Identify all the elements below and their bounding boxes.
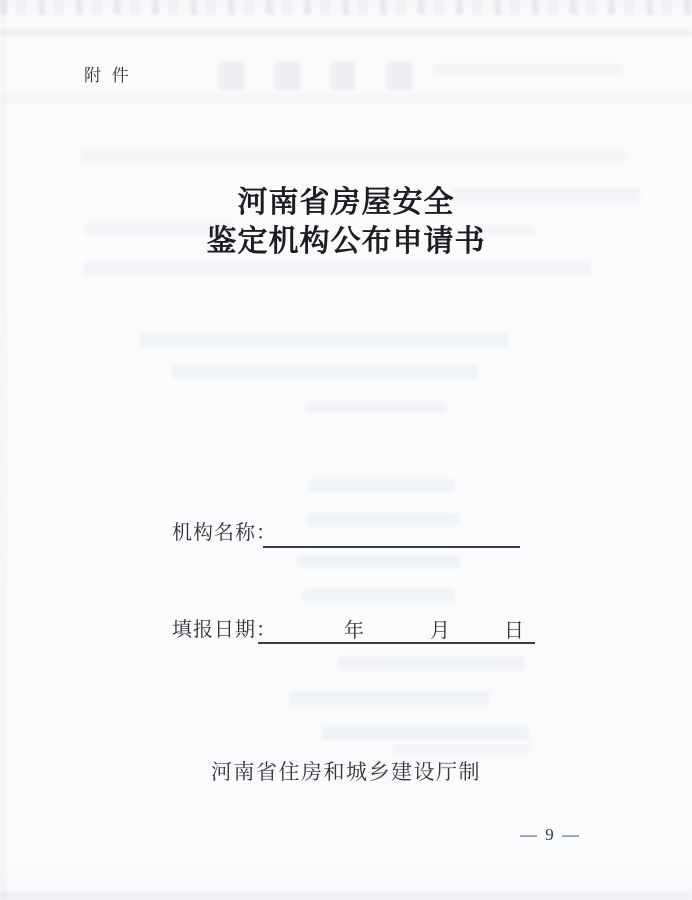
bleed-through-artifact [305, 401, 447, 413]
bleed-through-artifact [322, 726, 530, 740]
attachment-label: 附 件 [84, 66, 132, 85]
scan-noise-top-edge [0, 0, 692, 15]
bleed-through-artifact [83, 262, 591, 275]
bleed-through-artifact [172, 365, 478, 379]
page-number: — 9 — [520, 825, 581, 844]
bleed-through-artifact [140, 333, 508, 347]
bleed-through-artifact [302, 589, 455, 601]
bleed-through-artifact [330, 62, 355, 90]
bleed-through-artifact [289, 691, 490, 705]
org-name-label: 机构名称： [172, 522, 277, 544]
bleed-through-artifact [386, 62, 413, 90]
bleed-through-artifact [393, 744, 530, 754]
title-line-1: 河南省房屋安全 [237, 186, 455, 219]
scan-noise-streak [0, 893, 692, 899]
bleed-through-artifact [309, 479, 455, 492]
scan-noise-streak [0, 30, 692, 36]
bleed-through-artifact [218, 62, 245, 90]
bleed-through-artifact [80, 150, 625, 162]
org-name-blank-line [263, 521, 520, 548]
day-unit-label: 日 [504, 620, 524, 642]
year-unit-label: 年 [344, 620, 364, 642]
date-blank-line [258, 617, 535, 644]
month-unit-label: 月 [430, 620, 450, 642]
date-label: 填报日期： [172, 619, 277, 641]
bleed-through-artifact [338, 656, 525, 670]
document-title [0, 183, 692, 261]
title-line-2: 鉴定机构公布申请书 [206, 225, 486, 258]
issuer-line: 河南省住房和城乡建设厅制 [211, 761, 481, 784]
bleed-through-artifact [433, 64, 623, 75]
bleed-through-artifact [274, 62, 301, 90]
bleed-through-artifact [0, 94, 692, 103]
bleed-through-artifact [297, 555, 460, 568]
